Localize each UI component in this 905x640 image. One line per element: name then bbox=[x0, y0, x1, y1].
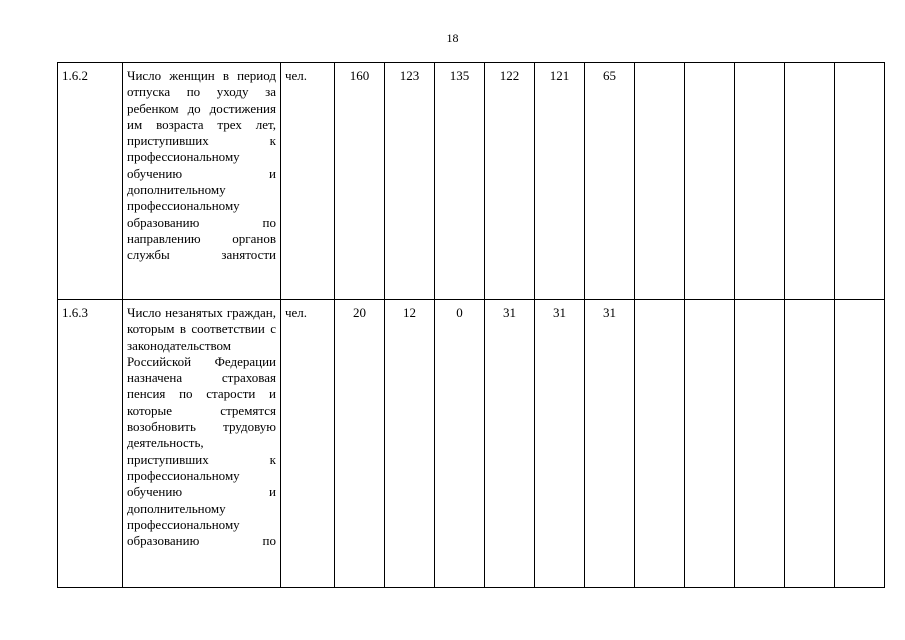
row-value bbox=[735, 63, 785, 300]
row-code: 1.6.2 bbox=[58, 63, 123, 300]
row-value: 121 bbox=[535, 63, 585, 300]
row-value bbox=[835, 300, 885, 588]
page-number: 18 bbox=[446, 31, 459, 45]
row-value: 31 bbox=[485, 300, 535, 588]
indicators-table bbox=[57, 62, 885, 588]
row-value bbox=[685, 63, 735, 300]
row-value: 123 bbox=[385, 63, 435, 300]
table-row bbox=[58, 300, 885, 588]
row-value: 20 bbox=[335, 300, 385, 588]
row-value: 135 bbox=[435, 63, 485, 300]
row-description: Число женщин в период отпуска по уходу за ребенком до достижения им возраста трех лет, приступивших к профессиональному обучению и дополнительному профессиональному образованию по направлению органов службы занятости bbox=[123, 63, 281, 300]
row-value: 0 bbox=[435, 300, 485, 588]
row-unit: чел. bbox=[281, 300, 335, 588]
row-value: 65 bbox=[585, 63, 635, 300]
row-value bbox=[635, 63, 685, 300]
row-value bbox=[685, 300, 735, 588]
row-description: Число незанятых граждан, которым в соответствии с законодательством Российской Федерации назначена страховая пенсия по старости и которые стремятся возобновить трудовую деятельность, приступивших к профессиональному обучению и дополнительному профессиональному образованию по bbox=[123, 300, 281, 588]
row-value: 12 bbox=[385, 300, 435, 588]
table-row bbox=[58, 63, 885, 300]
row-value: 160 bbox=[335, 63, 385, 300]
row-value bbox=[835, 63, 885, 300]
row-value bbox=[735, 300, 785, 588]
row-value: 122 bbox=[485, 63, 535, 300]
row-value: 31 bbox=[585, 300, 635, 588]
row-value: 31 bbox=[535, 300, 585, 588]
row-unit: чел. bbox=[281, 63, 335, 300]
row-value bbox=[635, 300, 685, 588]
row-value bbox=[785, 300, 835, 588]
row-value bbox=[785, 63, 835, 300]
row-code: 1.6.3 bbox=[58, 300, 123, 588]
